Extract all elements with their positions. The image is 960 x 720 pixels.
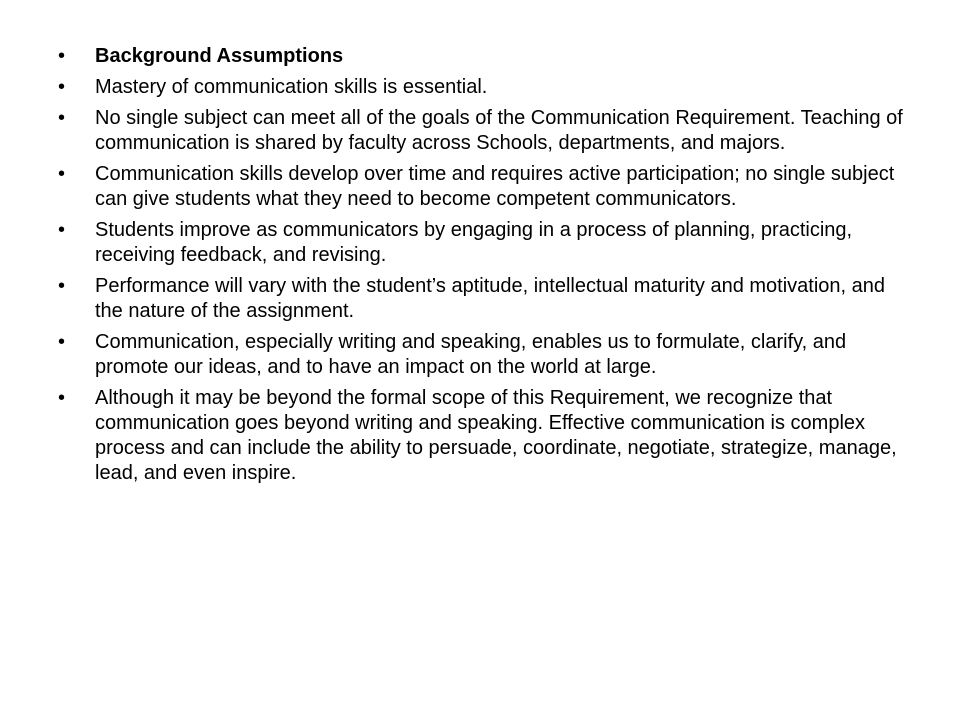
bullet-icon: • [58, 76, 66, 98]
heading-text: Background Assumptions [95, 45, 344, 67]
bullet-item-heading [58, 44, 908, 69]
bullet-text: Communication skills develop over time and requires active participation; no single subject can give students what they need to become competent communicators. [95, 163, 895, 210]
bullet-text: Students improve as communicators by engaging in a process of planning, practicing, receiving feedback, and revising. [95, 219, 853, 266]
bullet-item [58, 75, 908, 100]
bullet-icon: • [58, 219, 66, 241]
bullet-icon: • [58, 275, 66, 297]
bullet-item [58, 162, 908, 212]
bullet-text: Mastery of communication skills is essential. [95, 76, 488, 98]
bullet-item [58, 218, 908, 268]
bullet-icon: • [58, 107, 66, 129]
bullet-item [58, 386, 908, 486]
bullet-item [58, 106, 908, 156]
bullet-text: No single subject can meet all of the goals of the Communication Requirement. Teaching of communication is shared by faculty across Schools, departments, and majors. [95, 107, 903, 154]
bullet-text: Performance will vary with the student’s aptitude, intellectual maturity and motivation, and the nature of the assignment. [95, 275, 886, 322]
bullet-text: Although it may be beyond the formal scope of this Requirement, we recognize that communication goes beyond writing and speaking. Effective communication is complex process and can include the ability to persuade, coordinate, negotiate, strategize, manage, lead, and even inspire. [95, 387, 897, 484]
bullet-text: Communication, especially writing and speaking, enables us to formulate, clarify, and promote our ideas, and to have an impact on the world at large. [95, 331, 847, 378]
bullet-icon: • [58, 387, 66, 409]
bullet-icon: • [58, 45, 66, 67]
bullet-item [58, 274, 908, 324]
bullet-icon: • [58, 331, 66, 353]
bullet-item [58, 330, 908, 380]
bullet-icon: • [58, 163, 66, 185]
bullet-list [58, 44, 908, 492]
